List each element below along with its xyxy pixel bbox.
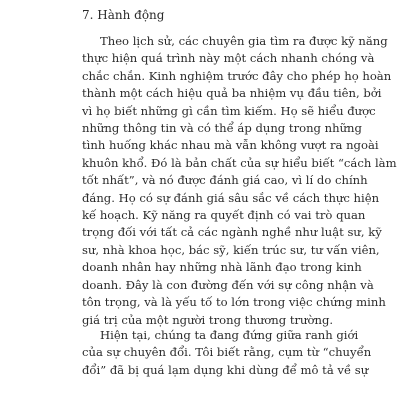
- text-line: tình huống khác nhau mà vẫn không vượt ra ngoài: [82, 138, 379, 153]
- text-line: doanh. Đây là con đường đến với sự công nhận và: [82, 277, 374, 292]
- text-line: đổi” đã bị quá lạm dụng khi dùng để mô tả về sự: [82, 362, 369, 377]
- text-line: sư, nhà khoa học, bác sỹ, kiến trúc sư, tư vấn viên,: [82, 242, 380, 257]
- text-line: khuôn khổ. Đó là bản chất của sự hiểu biết “cách làm: [82, 155, 397, 170]
- text-line: giá trị của một người trong thương trường.: [82, 312, 334, 327]
- text-line: doanh nhân hay những nhà lãnh đạo trong kinh: [82, 260, 362, 275]
- paragraph-1: [82, 33, 397, 329]
- text-line: trọng đối với tất cả các ngành nghề như luật sư, kỹ: [82, 225, 382, 240]
- text-line: Hiện tại, chúng ta đang đứng giữa ranh giới: [100, 328, 359, 342]
- text-line: Theo lịch sử, các chuyên gia tìm ra được kỹ năng: [100, 34, 388, 48]
- text-line: đáng. Họ có sự đánh giá sâu sắc về cách thực hiện: [82, 190, 380, 205]
- text-line: của sự chuyên đổi. Tôi biết rằng, cụm từ “chuyển: [82, 345, 372, 360]
- text-line: tốt nhất”, và nó được đánh giá cao, vì lí do chính: [82, 173, 368, 188]
- text-line: chắc chắn. Kinh nghiệm trước đây cho phép họ hoàn: [82, 68, 392, 83]
- text-line: tôn trọng, và là yếu tố to lớn trong việc chứng minh: [82, 295, 386, 310]
- text-line: thực hiện quá trình này một cách nhanh chóng và: [82, 51, 375, 66]
- text-line: vì họ biết những gì cần tìm kiếm. Họ sẽ hiểu được: [82, 103, 376, 118]
- text-line: kế hoạch. Kỹ năng ra quyết định có vai trò quan: [82, 208, 366, 223]
- text-line: những thông tin và có thể áp dụng trong những: [82, 121, 362, 136]
- text-line: thành một cách hiệu quả ba nhiệm vụ đầu tiên, bởi: [82, 86, 382, 101]
- section-heading: 7. Hành động: [82, 8, 165, 22]
- paragraph-2: [82, 327, 372, 379]
